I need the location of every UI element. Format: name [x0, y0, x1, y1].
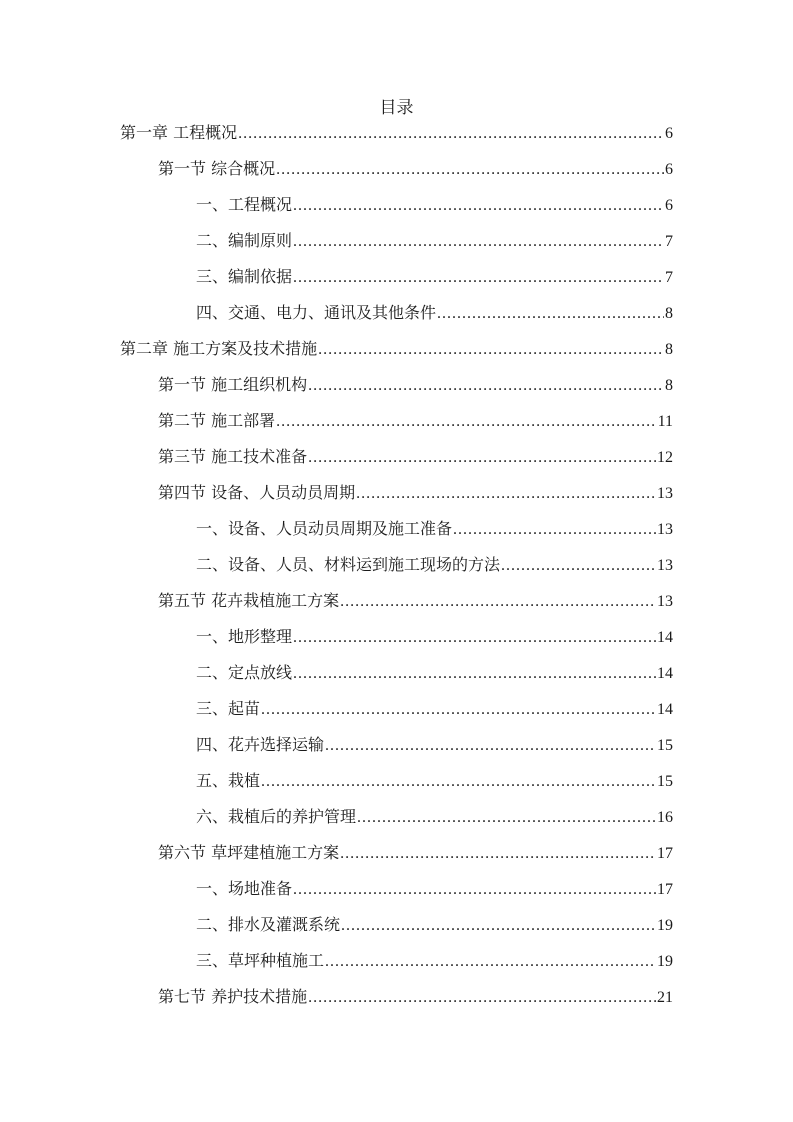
toc-entry-item[interactable]	[120, 733, 673, 769]
toc-page-number: 14	[657, 701, 673, 718]
toc-page-number: 8	[665, 305, 673, 322]
toc-page-number: 19	[657, 917, 673, 934]
dot-leader	[293, 878, 656, 902]
toc-page-number: 16	[657, 809, 673, 826]
toc-entry-item[interactable]	[120, 697, 673, 733]
toc-entry-label: 二、编制原则	[196, 231, 293, 250]
dot-leader	[325, 950, 656, 974]
toc-entry-item[interactable]	[120, 625, 673, 661]
toc-page-number: 15	[657, 737, 673, 754]
toc-page-number: 8	[665, 341, 673, 358]
toc-page-number: 15	[657, 773, 673, 790]
toc-entry-item[interactable]	[120, 949, 673, 985]
dot-leader	[341, 914, 656, 938]
dot-leader	[293, 194, 664, 218]
toc-entry-item[interactable]	[120, 769, 673, 805]
toc-entry-label: 四、花卉选择运输	[196, 735, 325, 754]
toc-entry-section[interactable]	[120, 481, 673, 517]
toc-entry-label: 第七节 养护技术措施	[158, 987, 308, 1006]
toc-page-number: 13	[657, 485, 673, 502]
dot-leader	[318, 338, 664, 362]
dot-leader	[357, 806, 656, 830]
toc-page-number: 7	[665, 269, 673, 286]
dot-leader	[238, 122, 664, 146]
dot-leader	[276, 158, 664, 182]
toc-page-number: 17	[657, 881, 673, 898]
toc-entry-label: 三、编制依据	[196, 267, 293, 286]
dot-leader	[340, 590, 656, 614]
toc-entry-item[interactable]	[120, 301, 673, 337]
toc-entry-label: 一、设备、人员动员周期及施工准备	[196, 519, 453, 538]
dot-leader	[308, 446, 656, 470]
toc-entry-item[interactable]	[120, 553, 673, 589]
toc-entry-label: 二、设备、人员、材料运到施工现场的方法	[196, 555, 501, 574]
toc-entry-item[interactable]	[120, 517, 673, 553]
toc-entry-label: 三、草坪种植施工	[196, 951, 325, 970]
toc-page-number: 8	[665, 377, 673, 394]
toc-entry-label: 二、定点放线	[196, 663, 293, 682]
dot-leader	[340, 842, 656, 866]
toc-entry-section[interactable]	[120, 589, 673, 625]
toc-title: 目录	[379, 98, 414, 118]
toc-entry-label: 第三节 施工技术准备	[158, 447, 308, 466]
toc-entry-label: 第六节 草坪建植施工方案	[158, 843, 340, 862]
toc-page-number: 6	[665, 197, 673, 214]
toc-page-number: 6	[665, 125, 673, 142]
toc-entry-item[interactable]	[120, 805, 673, 841]
toc-entry-label: 第二节 施工部署	[158, 411, 276, 430]
toc-entry-label: 第一节 施工组织机构	[158, 375, 308, 394]
toc-page-number: 21	[657, 989, 673, 1006]
toc-page-number: 13	[657, 521, 673, 538]
toc-entry-label: 一、工程概况	[196, 195, 293, 214]
toc-entry-label: 三、起苗	[196, 699, 261, 718]
toc-entry-label: 一、场地准备	[196, 879, 293, 898]
toc-entry-section[interactable]	[120, 841, 673, 877]
toc-page-number: 7	[665, 233, 673, 250]
table-of-contents	[120, 121, 673, 1021]
dot-leader	[261, 770, 656, 794]
toc-page-number: 13	[657, 557, 673, 574]
dot-leader	[453, 518, 656, 542]
toc-entry-label: 第四节 设备、人员动员周期	[158, 483, 356, 502]
toc-entry-section[interactable]	[120, 157, 673, 193]
toc-page-number: 11	[657, 413, 673, 430]
toc-entry-item[interactable]	[120, 265, 673, 301]
toc-entry-label: 四、交通、电力、通讯及其他条件	[196, 303, 437, 322]
toc-entry-chapter[interactable]	[120, 121, 673, 157]
toc-page-number: 6	[665, 161, 673, 178]
toc-entry-section[interactable]	[120, 373, 673, 409]
toc-entry-label: 二、排水及灌溉系统	[196, 915, 341, 934]
dot-leader	[293, 266, 664, 290]
toc-entry-label: 一、地形整理	[196, 627, 293, 646]
toc-page-number: 17	[657, 845, 673, 862]
toc-entry-label: 六、栽植后的养护管理	[196, 807, 357, 826]
toc-page-number: 14	[657, 629, 673, 646]
dot-leader	[293, 662, 656, 686]
dot-leader	[325, 734, 656, 758]
dot-leader	[501, 554, 656, 578]
toc-entry-item[interactable]	[120, 229, 673, 265]
toc-entry-label: 第一章 工程概况	[120, 123, 238, 142]
toc-page-number: 12	[657, 449, 673, 466]
toc-entry-item[interactable]	[120, 661, 673, 697]
toc-entry-item[interactable]	[120, 193, 673, 229]
toc-entry-label: 第五节 花卉栽植施工方案	[158, 591, 340, 610]
dot-leader	[308, 374, 664, 398]
dot-leader	[293, 230, 664, 254]
dot-leader	[276, 410, 657, 434]
dot-leader	[356, 482, 656, 506]
toc-entry-section[interactable]	[120, 409, 673, 445]
toc-page-number: 14	[657, 665, 673, 682]
toc-entry-section[interactable]	[120, 445, 673, 481]
toc-entry-section[interactable]	[120, 985, 673, 1021]
toc-page-number: 13	[657, 593, 673, 610]
toc-page-number: 19	[657, 953, 673, 970]
toc-entry-item[interactable]	[120, 913, 673, 949]
dot-leader	[293, 626, 656, 650]
dot-leader	[308, 986, 656, 1010]
toc-entry-item[interactable]	[120, 877, 673, 913]
toc-entry-label: 五、栽植	[196, 771, 261, 790]
toc-entry-label: 第二章 施工方案及技术措施	[120, 339, 318, 358]
dot-leader	[437, 302, 664, 326]
toc-entry-label: 第一节 综合概况	[158, 159, 276, 178]
toc-entry-chapter[interactable]	[120, 337, 673, 373]
dot-leader	[261, 698, 656, 722]
